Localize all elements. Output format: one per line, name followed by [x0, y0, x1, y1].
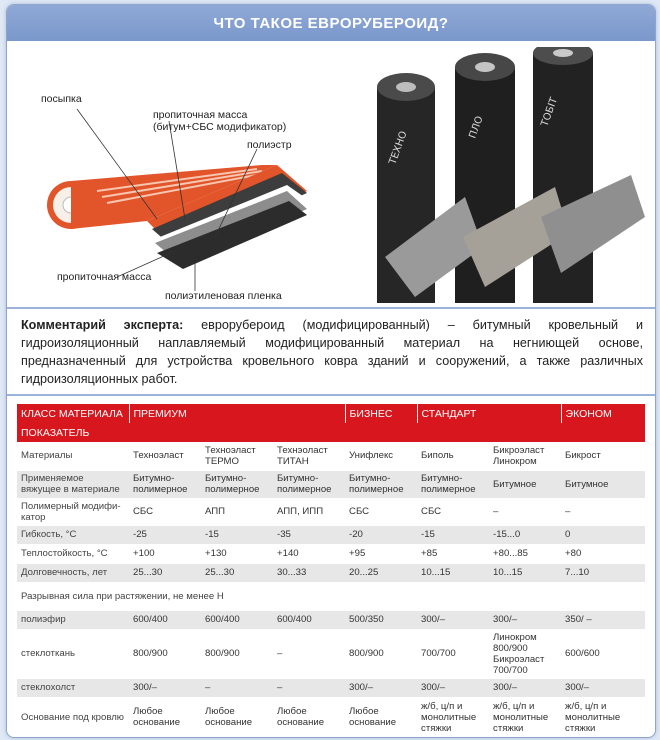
header-premium: ПРЕМИУМ [129, 404, 345, 423]
header-indicator: ПОКАЗАТЕЛЬ [17, 423, 645, 442]
header-business: БИЗНЕС [345, 404, 417, 423]
table-cell: Техноэласт [129, 442, 201, 470]
table-cell: Любое основание [201, 697, 273, 737]
row-label: стеклохолст [17, 678, 129, 697]
table-cell: 10...15 [489, 563, 561, 582]
table-cell: 300/– [489, 610, 561, 629]
table-cell: -15 [417, 525, 489, 544]
table-cell: Битумно-полимерное [129, 470, 201, 498]
table-cell: ж/б, ц/п и монолитные стяжки [417, 697, 489, 737]
table-cell: Битумное [489, 470, 561, 498]
table-cell: 300/– [417, 610, 489, 629]
table-cell: 800/900 [345, 629, 417, 678]
label-film: полиэтиленовая пленка [165, 290, 282, 302]
table-cell: Биполь [417, 442, 489, 470]
table-row [17, 610, 645, 629]
table-cell: Унифлекс [345, 442, 417, 470]
table-cell: 25...30 [129, 563, 201, 582]
table-cell: Любое основание [273, 697, 345, 737]
comment-lead: Комментарий эксперта: [21, 318, 184, 332]
table-cell: – [489, 498, 561, 525]
table-cell: 0 [561, 525, 645, 544]
table-cell: 7...10 [561, 563, 645, 582]
page-title: ЧТО ТАКОЕ ЕВРОРУБЕРОИД? [7, 5, 655, 41]
table-cell: 350/ – [561, 610, 645, 629]
table-cell: СБС [129, 498, 201, 525]
comparison-table [17, 404, 646, 738]
table-cell: +80 [561, 544, 645, 563]
label-mass-top-detail: (битум+СБС модификатор) [153, 121, 287, 133]
row-label: Применяемое вяжущее в материале [17, 470, 129, 498]
table-row [17, 544, 645, 563]
table-cell: 600/400 [201, 610, 273, 629]
table-cell: Битумно-полимерное [273, 470, 345, 498]
table-cell: – [201, 678, 273, 697]
table-cell: Любое основание [129, 697, 201, 737]
header-standard: СТАНДАРТ [417, 404, 561, 423]
table-cell: 600/400 [129, 610, 201, 629]
label-mass-top: пропиточная масса [153, 109, 248, 121]
table-cell: 300/– [345, 678, 417, 697]
table-cell: ж/б, ц/п и монолитные стяжки [561, 697, 645, 737]
row-label: Материалы [17, 442, 129, 470]
table-cell: – [273, 678, 345, 697]
table-cell: 300/– [417, 678, 489, 697]
table-row [17, 563, 645, 582]
table-cell: АПП [201, 498, 273, 525]
table-cell: Бикроэласт Линокром [489, 442, 561, 470]
table-cell: Битумно-полимерное [201, 470, 273, 498]
row-label: Полимерный модифи-катор [17, 498, 129, 525]
table-cell: СБС [417, 498, 489, 525]
table-row [17, 525, 645, 544]
table-row [17, 582, 645, 610]
table-row [17, 697, 645, 737]
roll-3-text: ТОБІТ [539, 96, 561, 129]
row-label: Гибкость, °С [17, 525, 129, 544]
table-cell: 800/900 [129, 629, 201, 678]
table-row [17, 498, 645, 525]
row-label: Долговечность, лет [17, 563, 129, 582]
header-class: КЛАСС МАТЕРИАЛА [17, 404, 129, 423]
table-cell: Битумно-полимерное [417, 470, 489, 498]
label-mass-bottom: пропиточная масса [57, 271, 152, 283]
table-cell: +130 [201, 544, 273, 563]
row-label: Разрывная сила при растяжении, не менее Н [17, 582, 645, 610]
roll-2-text: ПЛО [467, 114, 486, 141]
comparison-table-wrap [17, 404, 647, 738]
indicator-header-row [17, 423, 645, 442]
header-economy: ЭКОНОМ [561, 404, 645, 423]
table-cell: 300/– [561, 678, 645, 697]
table-cell: Битумное [561, 470, 645, 498]
table-cell: +80...85 [489, 544, 561, 563]
class-header-row [17, 404, 645, 423]
expert-comment [7, 307, 655, 396]
infographic-card [6, 4, 656, 738]
table-cell: +100 [129, 544, 201, 563]
table-cell: 20...25 [345, 563, 417, 582]
table-cell: – [561, 498, 645, 525]
table-cell: 25...30 [201, 563, 273, 582]
table-cell: Любое основание [345, 697, 417, 737]
table-cell: – [273, 629, 345, 678]
table-cell: 500/350 [345, 610, 417, 629]
table-row [17, 629, 645, 678]
table-cell: -35 [273, 525, 345, 544]
table-cell: +85 [417, 544, 489, 563]
table-cell: Бикрост [561, 442, 645, 470]
row-label: полиэфир [17, 610, 129, 629]
table-cell: 300/– [129, 678, 201, 697]
row-label: Основание под кровлю [17, 697, 129, 737]
table-cell: Технэоласт ТИТАН [273, 442, 345, 470]
table-cell: 600/600 [561, 629, 645, 678]
label-polyester: полиэстр [247, 139, 292, 151]
layer-diagram [7, 41, 337, 303]
table-cell: -15...0 [489, 525, 561, 544]
table-cell: 700/700 [417, 629, 489, 678]
table-row [17, 470, 645, 498]
table-cell: 300/– [489, 678, 561, 697]
table-cell: -25 [129, 525, 201, 544]
roll-1-text: ТЕХНО [387, 129, 410, 167]
table-cell: +140 [273, 544, 345, 563]
table-cell: +95 [345, 544, 417, 563]
table-cell: 800/900 [201, 629, 273, 678]
table-cell: Техноэласт ТЕРМО [201, 442, 273, 470]
table-row [17, 442, 645, 470]
table-cell: 600/400 [273, 610, 345, 629]
table-cell: -15 [201, 525, 273, 544]
row-label: стеклоткань [17, 629, 129, 678]
table-row [17, 678, 645, 697]
table-cell: -20 [345, 525, 417, 544]
table-cell: 30...33 [273, 563, 345, 582]
rolls-photo [355, 47, 651, 303]
table-cell: СБС [345, 498, 417, 525]
images-row [7, 41, 655, 303]
row-label: Теплостойкость, °С [17, 544, 129, 563]
table-cell: Битумно-полимерное [345, 470, 417, 498]
label-posypka: посыпка [41, 93, 82, 105]
table-cell: 10...15 [417, 563, 489, 582]
table-cell: Линокром 800/900 Бикроэласт 700/700 [489, 629, 561, 678]
comment-text: еврорубероид (модифицированный) – битумный кровельный и гидроизоляционный наплавляемый модифицированный материал на негниющей основе, предназначенный для устройства кровельного ковра зданий и сооружений, а также различных гидроизоляционных работ. [21, 318, 643, 386]
table-body [17, 442, 645, 737]
table-cell: ж/б, ц/п и монолитные стяжки [489, 697, 561, 737]
table-cell: АПП, ИПП [273, 498, 345, 525]
